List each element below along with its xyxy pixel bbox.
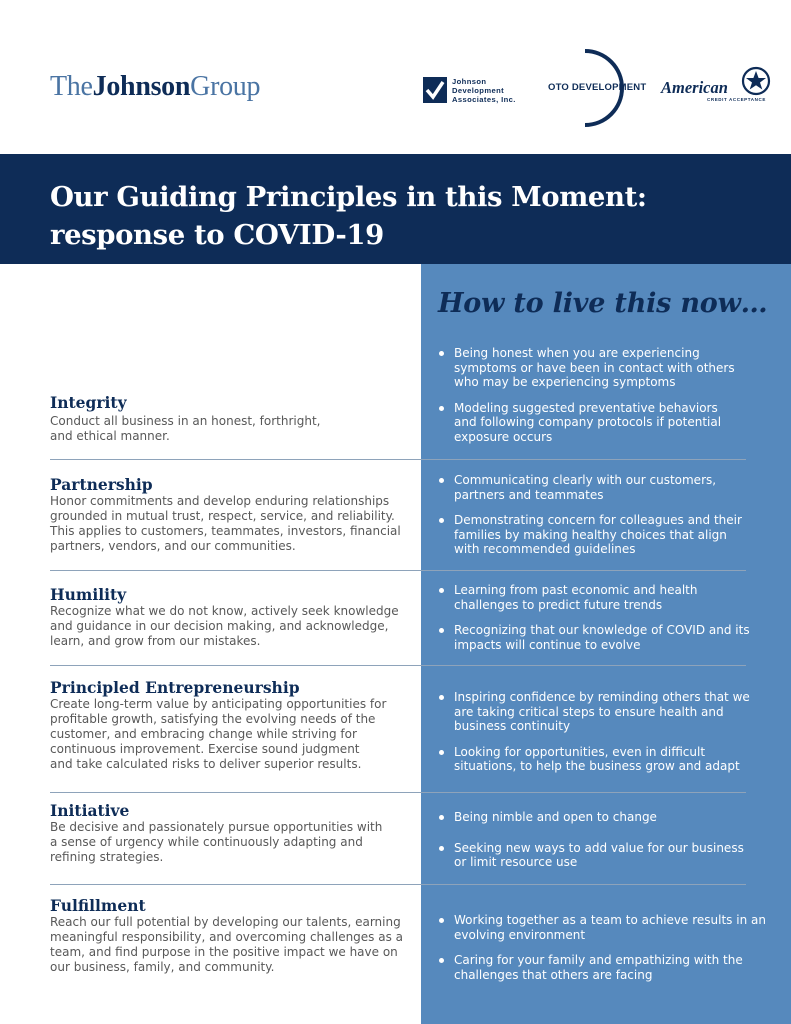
bullet-list [437, 810, 772, 881]
jda-logo [423, 77, 553, 105]
principle-row-initiative [0, 792, 791, 884]
page-title: Our Guiding Principles in this Moment: response to COVID-19 [50, 181, 647, 251]
bullet-item: Inspiring confidence by reminding others that we are taking critical steps to ensure health and business continuity [437, 690, 772, 734]
principle-title: Initiative [50, 801, 130, 820]
bullet-list [437, 690, 772, 785]
principle-description: Reach our full potential by developing our talents, earning meaningful responsibility, and overcoming challenges as a team, and find purpose in the positive impact we have on our business, family, and community. [50, 915, 404, 974]
principle-row-principled-entrepreneurship [0, 665, 791, 792]
principle-description: Recognize what we do not know, actively seek knowledge and guidance in our decision making, and acknowledge, learn, and grow from our mistakes. [50, 604, 399, 648]
jda-check-icon [423, 77, 447, 103]
principle-description: Create long-term value by anticipating opportunities for profitable growth, satisfying the evolving needs of the customer, and embracing change while striving for continuous improvement. Exercise sound judgment and take calculated risks to deliver superior results. [50, 697, 387, 771]
title-banner [0, 154, 791, 264]
bullet-item: Being honest when you are experiencing symptoms or have been in contact with others who may be experiencing symptoms [437, 346, 772, 390]
bullet-item: Working together as a team to achieve results in an evolving environment [437, 913, 772, 942]
principle-title: Humility [50, 585, 127, 604]
bullet-item: Communicating clearly with our customers, partners and teammates [437, 473, 772, 502]
principle-row-integrity [0, 340, 791, 458]
bullet-item: Caring for your family and empathizing with the challenges that others are facing [437, 953, 772, 982]
principle-title: Principled Entrepreneurship [50, 678, 300, 697]
bullet-item: Being nimble and open to change [437, 810, 772, 825]
bullet-list [437, 913, 772, 993]
bullet-list [437, 346, 772, 455]
principle-title: Partnership [50, 475, 153, 494]
principle-description: Honor commitments and develop enduring relationships grounded in mutual trust, respect, service, and reliability. This applies to customers, teammates, investors, financial partners, vendors, and our communities. [50, 494, 401, 553]
principle-row-fulfillment [0, 884, 791, 1024]
star-circle-icon [741, 66, 771, 100]
how-to-live-heading: How to live this now… [438, 288, 768, 319]
the-johnson-group-logo: TheJohnsonGroup [50, 71, 261, 102]
bullet-list [437, 473, 772, 568]
bullet-item: Learning from past economic and health challenges to predict future trends [437, 583, 772, 612]
jda-line: Development [452, 86, 505, 95]
jda-line: Associates, Inc. [452, 95, 516, 104]
oto-development-logo: OTO DEVELOPMENT [545, 48, 649, 128]
bullet-item: Recognizing that our knowledge of COVID and its impacts will continue to evolve [437, 623, 772, 652]
american-credit-acceptance-logo: American CREDIT ACCEPTANCE [661, 66, 773, 106]
bullet-list [437, 583, 772, 663]
principle-title: Fulfillment [50, 896, 146, 915]
principle-description: Conduct all business in an honest, forthright, and ethical manner. [50, 414, 321, 443]
principle-row-humility [0, 570, 791, 665]
bullet-item: Modeling suggested preventative behaviors and following company protocols if potential exposure occurs [437, 401, 772, 445]
bullet-item: Demonstrating concern for colleagues and their families by making healthy choices that align with recommended guidelines [437, 513, 772, 557]
bullet-item: Looking for opportunities, even in difficult situations, to help the business grow and adapt [437, 745, 772, 774]
principle-title: Integrity [50, 393, 127, 412]
jda-line: Johnson [452, 77, 487, 86]
bullet-item: Seeking new ways to add value for our business or limit resource use [437, 841, 772, 870]
principle-description: Be decisive and passionately pursue opportunities with a sense of urgency while continuously adapting and refining strategies. [50, 820, 383, 864]
principle-row-partnership [0, 459, 791, 570]
